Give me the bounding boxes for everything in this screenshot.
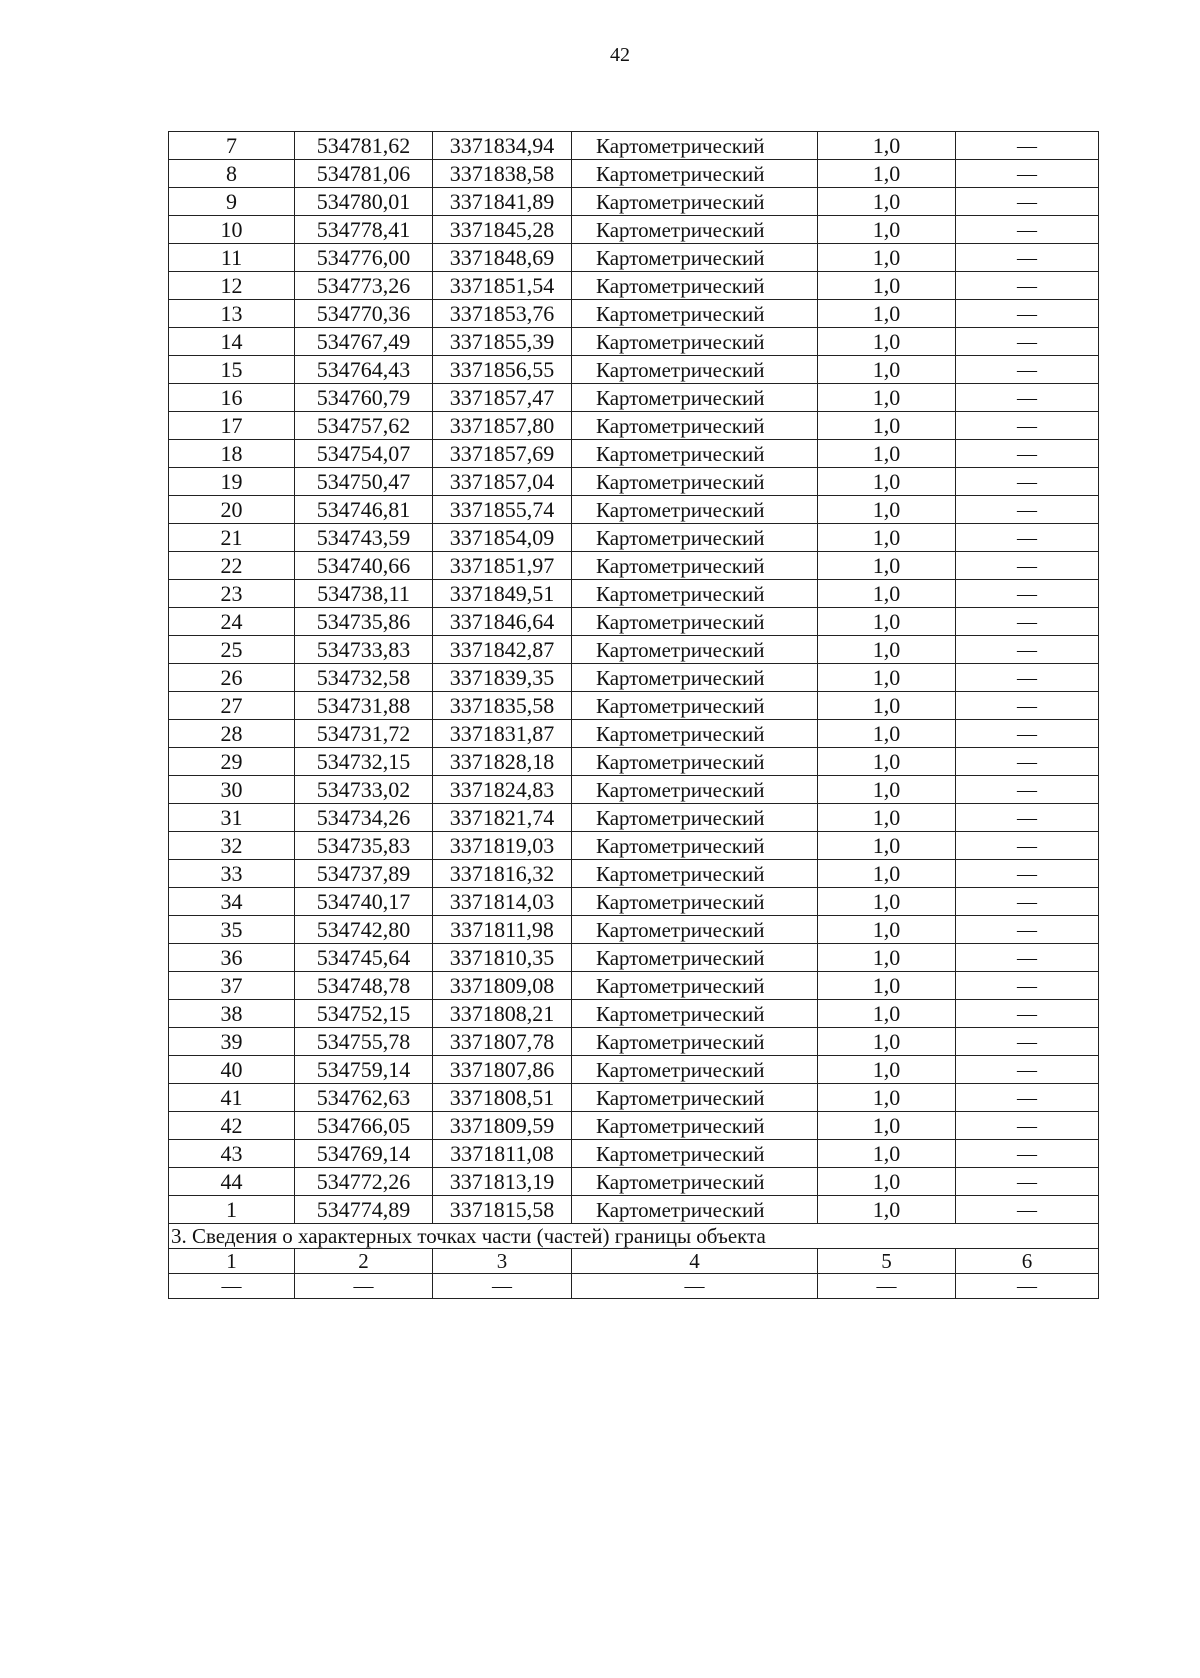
method-cell: Картометрический [572, 440, 818, 468]
table-row [169, 328, 1099, 356]
table-row [169, 1084, 1099, 1112]
note-cell: — [956, 216, 1099, 244]
section-3-empty-row [169, 1274, 1099, 1299]
table-row [169, 216, 1099, 244]
empty-cell: — [572, 1274, 818, 1299]
accuracy-cell: 1,0 [818, 160, 956, 188]
accuracy-cell: 1,0 [818, 1140, 956, 1168]
x-coordinate-cell: 534781,62 [295, 132, 433, 160]
table-row [169, 860, 1099, 888]
y-coordinate-cell: 3371815,58 [433, 1196, 572, 1224]
table-row [169, 384, 1099, 412]
note-cell: — [956, 524, 1099, 552]
x-coordinate-cell: 534757,62 [295, 412, 433, 440]
point-number-cell: 18 [169, 440, 295, 468]
method-cell: Картометрический [572, 328, 818, 356]
point-number-cell: 1 [169, 1196, 295, 1224]
x-coordinate-cell: 534767,49 [295, 328, 433, 356]
table-row [169, 580, 1099, 608]
y-coordinate-cell: 3371807,78 [433, 1028, 572, 1056]
table-row [169, 832, 1099, 860]
y-coordinate-cell: 3371811,98 [433, 916, 572, 944]
x-coordinate-cell: 534743,59 [295, 524, 433, 552]
note-cell: — [956, 692, 1099, 720]
table-row [169, 524, 1099, 552]
point-number-cell: 7 [169, 132, 295, 160]
point-number-cell: 29 [169, 748, 295, 776]
table-row [169, 720, 1099, 748]
y-coordinate-cell: 3371855,39 [433, 328, 572, 356]
table-row [169, 1028, 1099, 1056]
note-cell: — [956, 944, 1099, 972]
x-coordinate-cell: 534735,86 [295, 608, 433, 636]
x-coordinate-cell: 534754,07 [295, 440, 433, 468]
point-number-cell: 41 [169, 1084, 295, 1112]
accuracy-cell: 1,0 [818, 244, 956, 272]
header-cell: 3 [433, 1249, 572, 1274]
x-coordinate-cell: 534732,58 [295, 664, 433, 692]
accuracy-cell: 1,0 [818, 524, 956, 552]
x-coordinate-cell: 534750,47 [295, 468, 433, 496]
y-coordinate-cell: 3371813,19 [433, 1168, 572, 1196]
y-coordinate-cell: 3371848,69 [433, 244, 572, 272]
x-coordinate-cell: 534734,26 [295, 804, 433, 832]
note-cell: — [956, 636, 1099, 664]
note-cell: — [956, 748, 1099, 776]
x-coordinate-cell: 534774,89 [295, 1196, 433, 1224]
accuracy-cell: 1,0 [818, 860, 956, 888]
method-cell: Картометрический [572, 552, 818, 580]
table-row [169, 972, 1099, 1000]
point-number-cell: 26 [169, 664, 295, 692]
accuracy-cell: 1,0 [818, 384, 956, 412]
empty-cell: — [956, 1274, 1099, 1299]
method-cell: Картометрический [572, 300, 818, 328]
y-coordinate-cell: 3371845,28 [433, 216, 572, 244]
header-cell: 6 [956, 1249, 1099, 1274]
x-coordinate-cell: 534737,89 [295, 860, 433, 888]
y-coordinate-cell: 3371857,04 [433, 468, 572, 496]
method-cell: Картометрический [572, 692, 818, 720]
accuracy-cell: 1,0 [818, 1112, 956, 1140]
accuracy-cell: 1,0 [818, 188, 956, 216]
coordinates-table-body [169, 132, 1099, 1224]
note-cell: — [956, 804, 1099, 832]
method-cell: Картометрический [572, 944, 818, 972]
point-number-cell: 23 [169, 580, 295, 608]
table-row [169, 664, 1099, 692]
x-coordinate-cell: 534731,72 [295, 720, 433, 748]
x-coordinate-cell: 534735,83 [295, 832, 433, 860]
accuracy-cell: 1,0 [818, 328, 956, 356]
x-coordinate-cell: 534770,36 [295, 300, 433, 328]
accuracy-cell: 1,0 [818, 720, 956, 748]
table-row [169, 356, 1099, 384]
note-cell: — [956, 1112, 1099, 1140]
table-row [169, 1196, 1099, 1224]
point-number-cell: 8 [169, 160, 295, 188]
table-row [169, 188, 1099, 216]
point-number-cell: 11 [169, 244, 295, 272]
empty-cell: — [295, 1274, 433, 1299]
y-coordinate-cell: 3371824,83 [433, 776, 572, 804]
note-cell: — [956, 608, 1099, 636]
y-coordinate-cell: 3371856,55 [433, 356, 572, 384]
method-cell: Картометрический [572, 1196, 818, 1224]
table-row [169, 160, 1099, 188]
y-coordinate-cell: 3371851,54 [433, 272, 572, 300]
x-coordinate-cell: 534762,63 [295, 1084, 433, 1112]
method-cell: Картометрический [572, 1028, 818, 1056]
y-coordinate-cell: 3371857,47 [433, 384, 572, 412]
y-coordinate-cell: 3371841,89 [433, 188, 572, 216]
note-cell: — [956, 1196, 1099, 1224]
x-coordinate-cell: 534733,02 [295, 776, 433, 804]
method-cell: Картометрический [572, 496, 818, 524]
accuracy-cell: 1,0 [818, 1028, 956, 1056]
table-row [169, 496, 1099, 524]
method-cell: Картометрический [572, 636, 818, 664]
page-number: 42 [610, 44, 630, 66]
point-number-cell: 21 [169, 524, 295, 552]
method-cell: Картометрический [572, 524, 818, 552]
method-cell: Картометрический [572, 580, 818, 608]
note-cell: — [956, 160, 1099, 188]
x-coordinate-cell: 534764,43 [295, 356, 433, 384]
table-row [169, 916, 1099, 944]
note-cell: — [956, 664, 1099, 692]
point-number-cell: 40 [169, 1056, 295, 1084]
y-coordinate-cell: 3371821,74 [433, 804, 572, 832]
point-number-cell: 20 [169, 496, 295, 524]
method-cell: Картометрический [572, 1056, 818, 1084]
note-cell: — [956, 132, 1099, 160]
table-row [169, 440, 1099, 468]
note-cell: — [956, 1028, 1099, 1056]
method-cell: Картометрический [572, 1168, 818, 1196]
y-coordinate-cell: 3371854,09 [433, 524, 572, 552]
note-cell: — [956, 496, 1099, 524]
y-coordinate-cell: 3371855,74 [433, 496, 572, 524]
point-number-cell: 27 [169, 692, 295, 720]
note-cell: — [956, 888, 1099, 916]
table-row [169, 1056, 1099, 1084]
table-row [169, 944, 1099, 972]
y-coordinate-cell: 3371819,03 [433, 832, 572, 860]
accuracy-cell: 1,0 [818, 552, 956, 580]
empty-cell: — [818, 1274, 956, 1299]
accuracy-cell: 1,0 [818, 636, 956, 664]
point-number-cell: 24 [169, 608, 295, 636]
accuracy-cell: 1,0 [818, 440, 956, 468]
point-number-cell: 44 [169, 1168, 295, 1196]
x-coordinate-cell: 534746,81 [295, 496, 433, 524]
empty-cell: — [169, 1274, 295, 1299]
note-cell: — [956, 1084, 1099, 1112]
accuracy-cell: 1,0 [818, 412, 956, 440]
point-number-cell: 30 [169, 776, 295, 804]
table-row [169, 1000, 1099, 1028]
accuracy-cell: 1,0 [818, 468, 956, 496]
point-number-cell: 13 [169, 300, 295, 328]
method-cell: Картометрический [572, 384, 818, 412]
method-cell: Картометрический [572, 776, 818, 804]
note-cell: — [956, 1056, 1099, 1084]
y-coordinate-cell: 3371851,97 [433, 552, 572, 580]
header-cell: 5 [818, 1249, 956, 1274]
table-row [169, 244, 1099, 272]
point-number-cell: 12 [169, 272, 295, 300]
method-cell: Картометрический [572, 888, 818, 916]
point-number-cell: 9 [169, 188, 295, 216]
x-coordinate-cell: 534759,14 [295, 1056, 433, 1084]
point-number-cell: 33 [169, 860, 295, 888]
accuracy-cell: 1,0 [818, 916, 956, 944]
accuracy-cell: 1,0 [818, 692, 956, 720]
table-row [169, 300, 1099, 328]
x-coordinate-cell: 534742,80 [295, 916, 433, 944]
point-number-cell: 38 [169, 1000, 295, 1028]
accuracy-cell: 1,0 [818, 496, 956, 524]
y-coordinate-cell: 3371831,87 [433, 720, 572, 748]
table-row [169, 804, 1099, 832]
y-coordinate-cell: 3371857,80 [433, 412, 572, 440]
note-cell: — [956, 972, 1099, 1000]
method-cell: Картометрический [572, 860, 818, 888]
accuracy-cell: 1,0 [818, 776, 956, 804]
method-cell: Картометрический [572, 272, 818, 300]
x-coordinate-cell: 534752,15 [295, 1000, 433, 1028]
y-coordinate-cell: 3371807,86 [433, 1056, 572, 1084]
method-cell: Картометрический [572, 972, 818, 1000]
note-cell: — [956, 580, 1099, 608]
point-number-cell: 19 [169, 468, 295, 496]
section-3-header-row [169, 1249, 1099, 1274]
point-number-cell: 17 [169, 412, 295, 440]
note-cell: — [956, 300, 1099, 328]
note-cell: — [956, 244, 1099, 272]
y-coordinate-cell: 3371809,08 [433, 972, 572, 1000]
note-cell: — [956, 272, 1099, 300]
note-cell: — [956, 1000, 1099, 1028]
coordinates-table [168, 131, 1099, 1299]
note-cell: — [956, 384, 1099, 412]
x-coordinate-cell: 534740,17 [295, 888, 433, 916]
note-cell: — [956, 860, 1099, 888]
point-number-cell: 28 [169, 720, 295, 748]
point-number-cell: 10 [169, 216, 295, 244]
method-cell: Картометрический [572, 1084, 818, 1112]
point-number-cell: 34 [169, 888, 295, 916]
x-coordinate-cell: 534781,06 [295, 160, 433, 188]
accuracy-cell: 1,0 [818, 216, 956, 244]
y-coordinate-cell: 3371808,21 [433, 1000, 572, 1028]
method-cell: Картометрический [572, 216, 818, 244]
table-row [169, 636, 1099, 664]
method-cell: Картометрический [572, 720, 818, 748]
table-row [169, 888, 1099, 916]
table-row [169, 132, 1099, 160]
table-row [169, 748, 1099, 776]
table-row [169, 272, 1099, 300]
note-cell: — [956, 552, 1099, 580]
header-cell: 2 [295, 1249, 433, 1274]
method-cell: Картометрический [572, 664, 818, 692]
note-cell: — [956, 412, 1099, 440]
accuracy-cell: 1,0 [818, 580, 956, 608]
method-cell: Картометрический [572, 188, 818, 216]
point-number-cell: 14 [169, 328, 295, 356]
accuracy-cell: 1,0 [818, 944, 956, 972]
x-coordinate-cell: 534738,11 [295, 580, 433, 608]
accuracy-cell: 1,0 [818, 1056, 956, 1084]
point-number-cell: 37 [169, 972, 295, 1000]
y-coordinate-cell: 3371842,87 [433, 636, 572, 664]
y-coordinate-cell: 3371828,18 [433, 748, 572, 776]
accuracy-cell: 1,0 [818, 1196, 956, 1224]
accuracy-cell: 1,0 [818, 356, 956, 384]
method-cell: Картометрический [572, 412, 818, 440]
x-coordinate-cell: 534773,26 [295, 272, 433, 300]
accuracy-cell: 1,0 [818, 748, 956, 776]
accuracy-cell: 1,0 [818, 1168, 956, 1196]
x-coordinate-cell: 534740,66 [295, 552, 433, 580]
accuracy-cell: 1,0 [818, 832, 956, 860]
note-cell: — [956, 832, 1099, 860]
table-row [169, 1168, 1099, 1196]
method-cell: Картометрический [572, 160, 818, 188]
accuracy-cell: 1,0 [818, 804, 956, 832]
y-coordinate-cell: 3371846,64 [433, 608, 572, 636]
y-coordinate-cell: 3371808,51 [433, 1084, 572, 1112]
x-coordinate-cell: 534772,26 [295, 1168, 433, 1196]
point-number-cell: 39 [169, 1028, 295, 1056]
point-number-cell: 36 [169, 944, 295, 972]
accuracy-cell: 1,0 [818, 132, 956, 160]
method-cell: Картометрический [572, 804, 818, 832]
x-coordinate-cell: 534766,05 [295, 1112, 433, 1140]
accuracy-cell: 1,0 [818, 1000, 956, 1028]
method-cell: Картометрический [572, 356, 818, 384]
point-number-cell: 35 [169, 916, 295, 944]
method-cell: Картометрический [572, 608, 818, 636]
x-coordinate-cell: 534745,64 [295, 944, 433, 972]
table-row [169, 412, 1099, 440]
point-number-cell: 16 [169, 384, 295, 412]
y-coordinate-cell: 3371835,58 [433, 692, 572, 720]
point-number-cell: 42 [169, 1112, 295, 1140]
table-row [169, 1112, 1099, 1140]
note-cell: — [956, 468, 1099, 496]
note-cell: — [956, 440, 1099, 468]
method-cell: Картометрический [572, 1140, 818, 1168]
y-coordinate-cell: 3371834,94 [433, 132, 572, 160]
y-coordinate-cell: 3371811,08 [433, 1140, 572, 1168]
x-coordinate-cell: 534731,88 [295, 692, 433, 720]
note-cell: — [956, 328, 1099, 356]
accuracy-cell: 1,0 [818, 272, 956, 300]
note-cell: — [956, 1168, 1099, 1196]
point-number-cell: 15 [169, 356, 295, 384]
note-cell: — [956, 1140, 1099, 1168]
accuracy-cell: 1,0 [818, 608, 956, 636]
section-3-title-row [169, 1224, 1099, 1249]
accuracy-cell: 1,0 [818, 1084, 956, 1112]
note-cell: — [956, 356, 1099, 384]
method-cell: Картометрический [572, 468, 818, 496]
accuracy-cell: 1,0 [818, 888, 956, 916]
point-number-cell: 25 [169, 636, 295, 664]
y-coordinate-cell: 3371816,32 [433, 860, 572, 888]
x-coordinate-cell: 534760,79 [295, 384, 433, 412]
x-coordinate-cell: 534780,01 [295, 188, 433, 216]
table-row [169, 608, 1099, 636]
accuracy-cell: 1,0 [818, 664, 956, 692]
y-coordinate-cell: 3371838,58 [433, 160, 572, 188]
method-cell: Картометрический [572, 748, 818, 776]
x-coordinate-cell: 534769,14 [295, 1140, 433, 1168]
note-cell: — [956, 720, 1099, 748]
x-coordinate-cell: 534733,83 [295, 636, 433, 664]
table-row [169, 552, 1099, 580]
note-cell: — [956, 188, 1099, 216]
y-coordinate-cell: 3371849,51 [433, 580, 572, 608]
y-coordinate-cell: 3371857,69 [433, 440, 572, 468]
header-cell: 1 [169, 1249, 295, 1274]
x-coordinate-cell: 534778,41 [295, 216, 433, 244]
header-cell: 4 [572, 1249, 818, 1274]
table-row [169, 1140, 1099, 1168]
empty-cell: — [433, 1274, 572, 1299]
accuracy-cell: 1,0 [818, 972, 956, 1000]
table-row [169, 468, 1099, 496]
note-cell: — [956, 776, 1099, 804]
x-coordinate-cell: 534732,15 [295, 748, 433, 776]
y-coordinate-cell: 3371809,59 [433, 1112, 572, 1140]
y-coordinate-cell: 3371853,76 [433, 300, 572, 328]
method-cell: Картометрический [572, 244, 818, 272]
x-coordinate-cell: 534755,78 [295, 1028, 433, 1056]
y-coordinate-cell: 3371839,35 [433, 664, 572, 692]
table-row [169, 692, 1099, 720]
point-number-cell: 22 [169, 552, 295, 580]
point-number-cell: 43 [169, 1140, 295, 1168]
y-coordinate-cell: 3371810,35 [433, 944, 572, 972]
point-number-cell: 32 [169, 832, 295, 860]
method-cell: Картометрический [572, 132, 818, 160]
x-coordinate-cell: 534748,78 [295, 972, 433, 1000]
section-3 [169, 1224, 1099, 1299]
x-coordinate-cell: 534776,00 [295, 244, 433, 272]
table-row [169, 776, 1099, 804]
accuracy-cell: 1,0 [818, 300, 956, 328]
y-coordinate-cell: 3371814,03 [433, 888, 572, 916]
method-cell: Картометрический [572, 916, 818, 944]
method-cell: Картометрический [572, 1112, 818, 1140]
method-cell: Картометрический [572, 1000, 818, 1028]
note-cell: — [956, 916, 1099, 944]
point-number-cell: 31 [169, 804, 295, 832]
section-3-title: 3. Сведения о характерных точках части (частей) границы объекта [169, 1224, 1099, 1249]
method-cell: Картометрический [572, 832, 818, 860]
